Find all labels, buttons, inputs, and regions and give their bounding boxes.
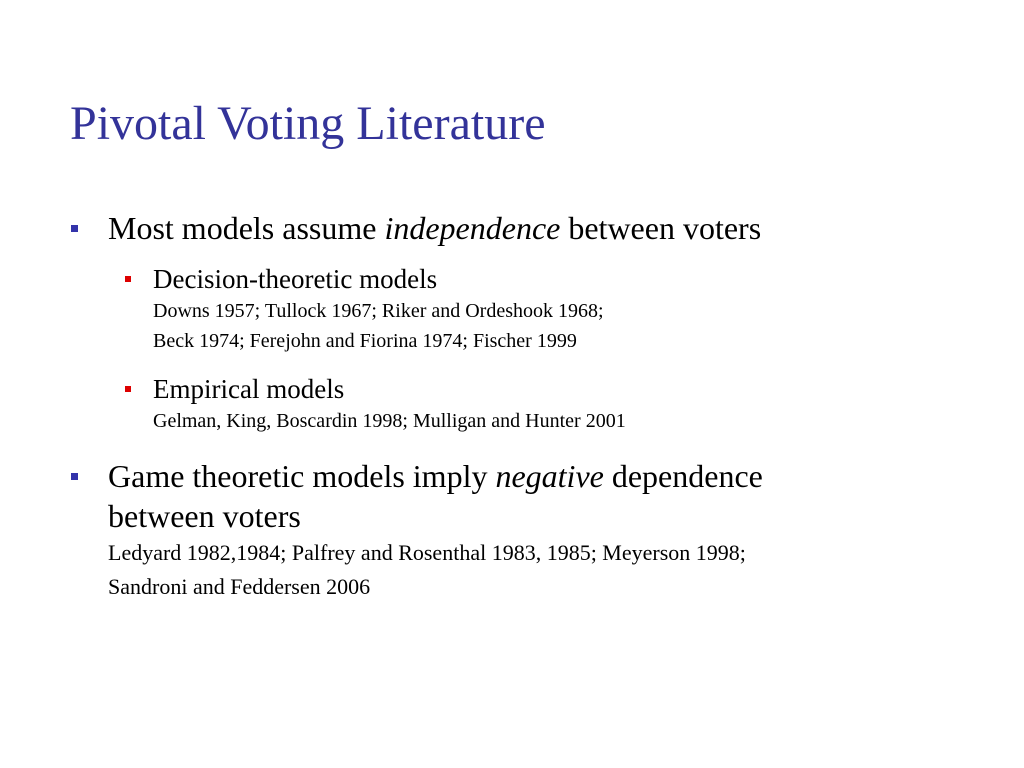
square-bullet-icon [71,225,78,232]
sub-bullet-decision-theoretic [153,263,973,356]
bullet-line-2: between voters [108,498,301,534]
square-bullet-icon [125,276,131,282]
bullet-text-pre: Most models assume [108,210,385,246]
sub-bullet-empirical [153,373,973,436]
bullet-text-emphasis: independence [384,210,561,246]
slide-title: Pivotal Voting Literature [70,97,546,150]
reference-line: Sandroni and Feddersen 2006 [108,574,371,599]
reference-line: Ledyard 1982,1984; Palfrey and Rosenthal 1983, 1985; Meyerson 1998; [108,540,746,565]
sub-bullet-text: Empirical models [153,374,345,404]
sub-bullet-text: Decision-theoretic models [153,264,438,294]
bullet-text-post: between voters [560,210,762,246]
bullet-line-1 [108,456,968,496]
reference-line: Beck 1974; Ferejohn and Fiorina 1974; Fischer 1999 [153,330,577,352]
reference-line: Downs 1957; Tullock 1967; Riker and Ordeshook 1968; [153,300,604,322]
square-bullet-icon [71,473,78,480]
reference-line: Gelman, King, Boscardin 1998; Mulligan and Hunter 2001 [153,410,626,432]
bullet-text-post: dependence [603,458,763,494]
square-bullet-icon [125,386,131,392]
bullet-item-independence [108,208,968,248]
bullet-text-pre: Game theoretic models imply [108,458,496,494]
bullet-text-emphasis: negative [495,458,604,494]
bullet-item-negative-dependence [108,456,968,604]
